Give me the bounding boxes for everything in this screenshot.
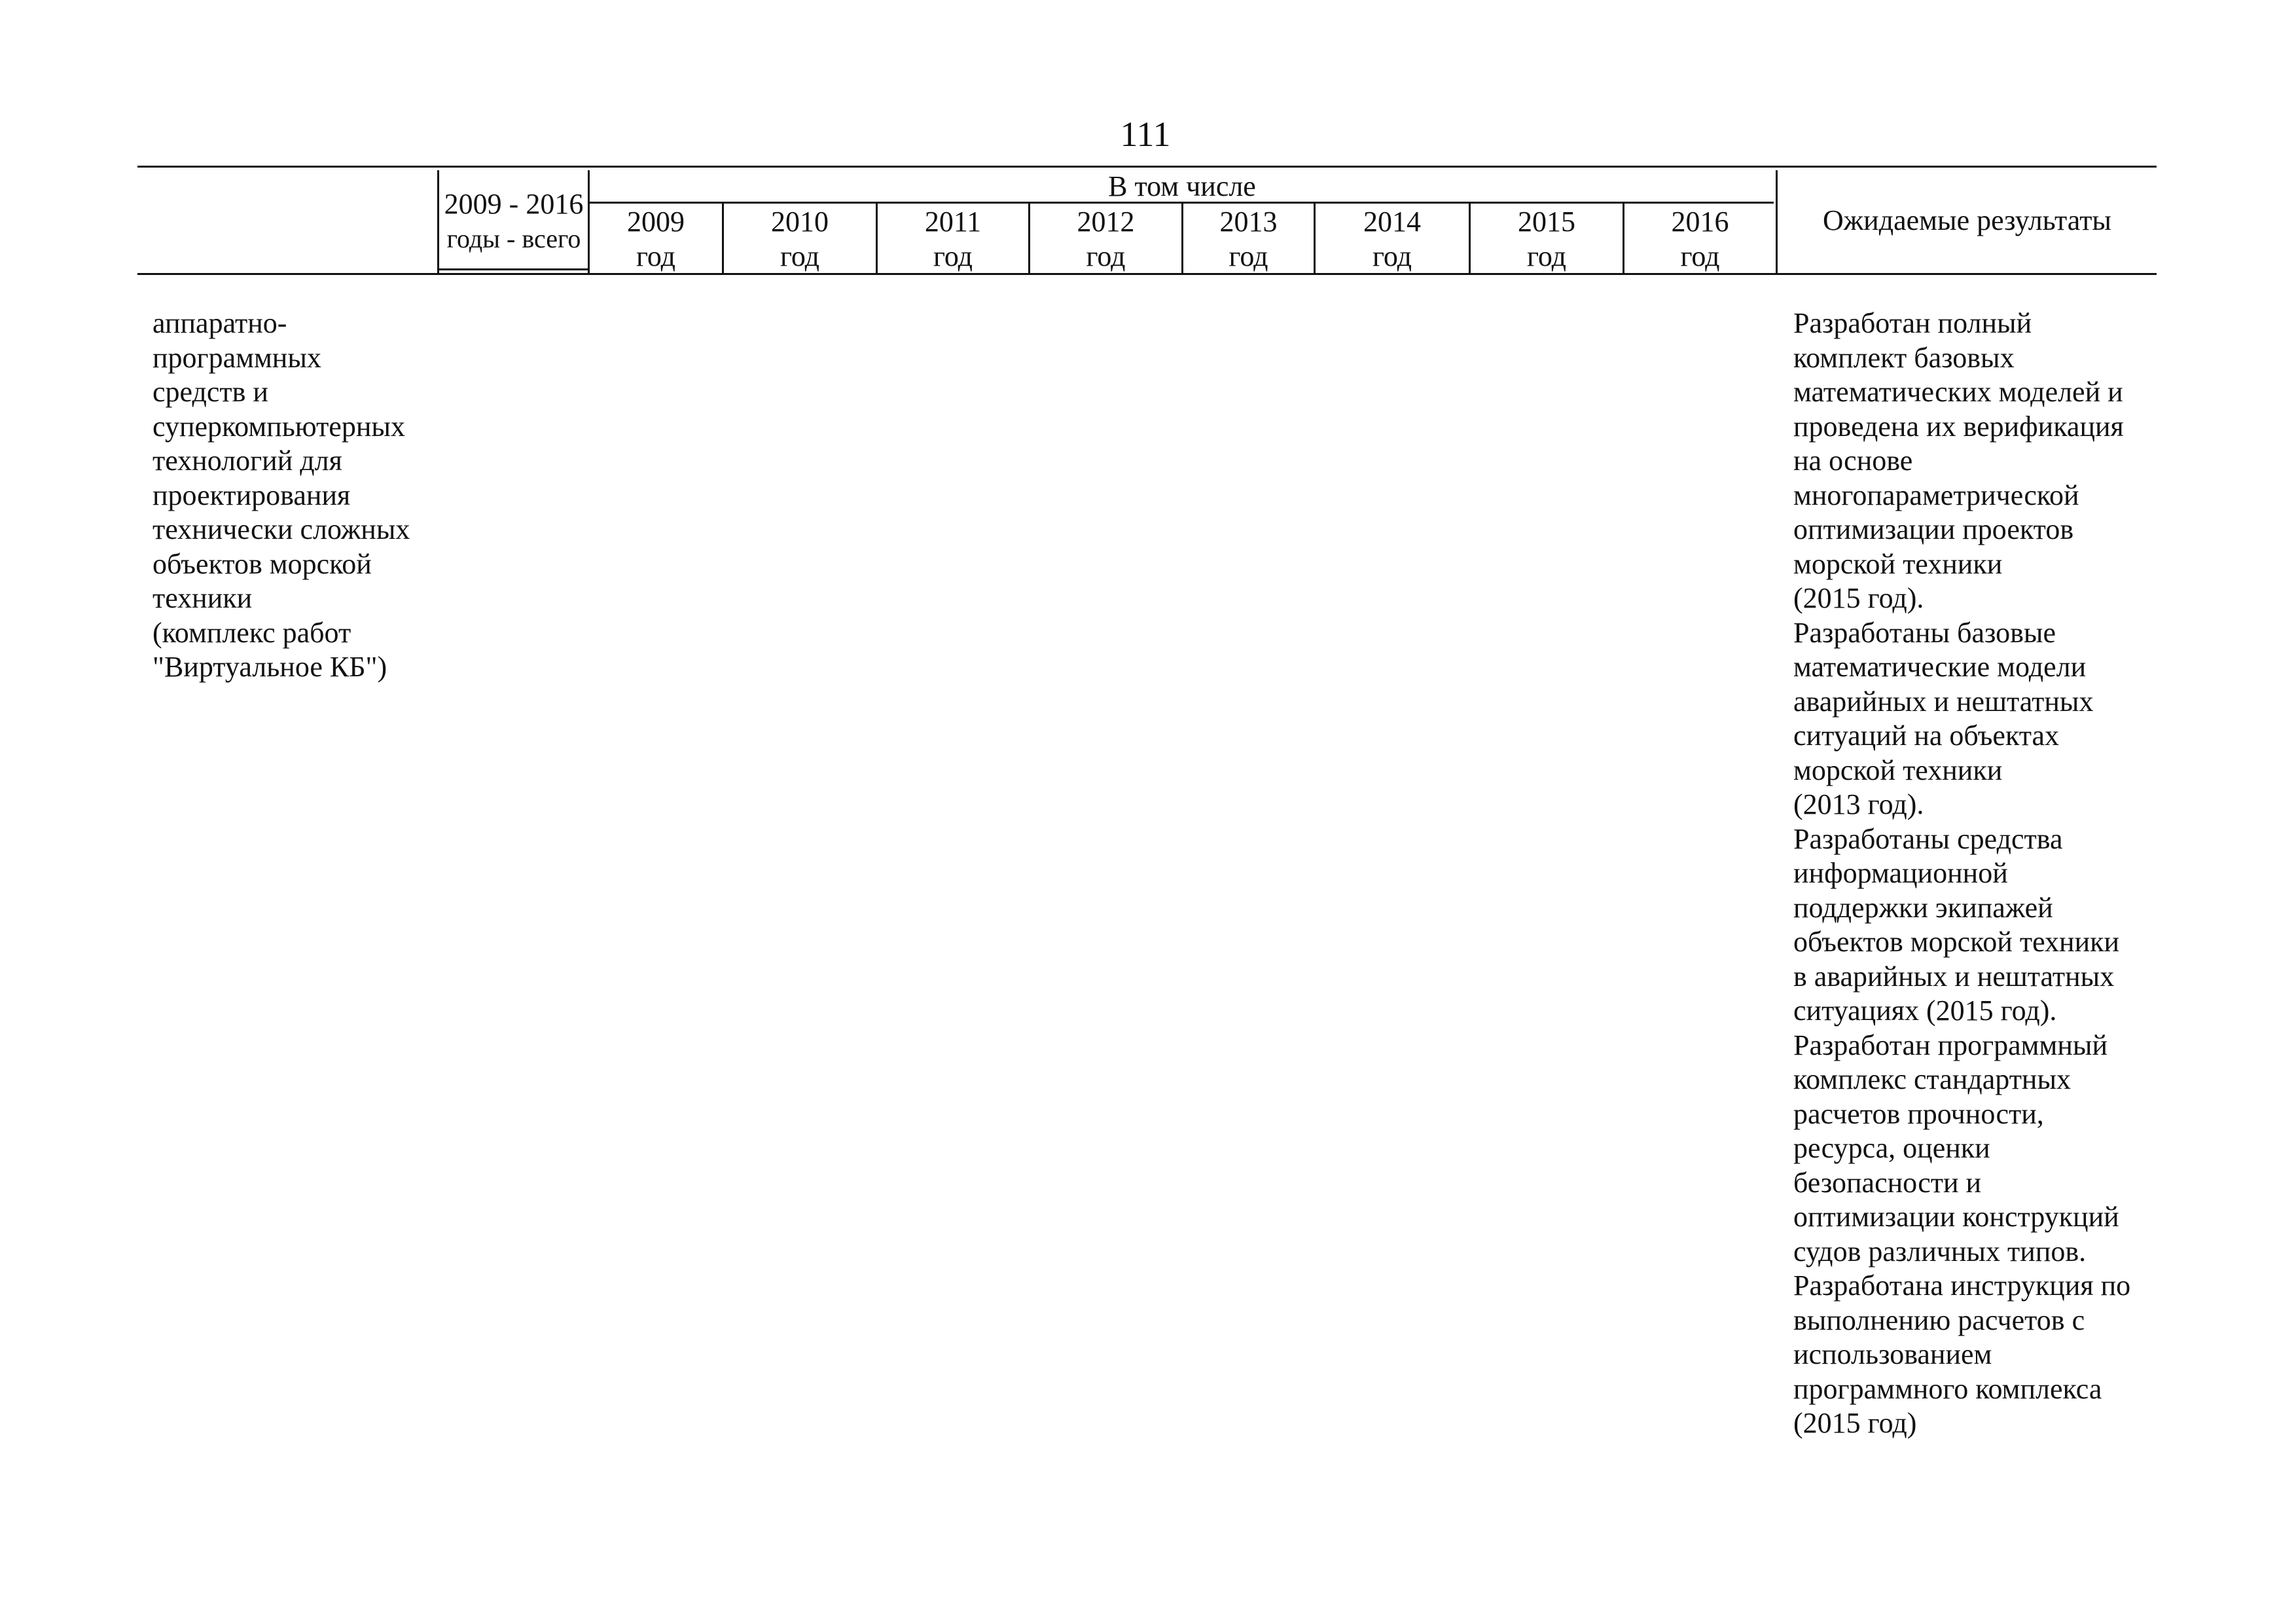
results-line: оптимизации проектов <box>1793 513 2074 545</box>
left-line: проектирования <box>152 479 351 511</box>
header-year-2014-unit: год <box>1372 240 1412 272</box>
left-line: аппаратно- <box>152 307 287 339</box>
results-line: расчетов прочности, <box>1793 1097 2044 1130</box>
header-year-2013-unit: год <box>1229 240 1268 272</box>
page-number: 111 <box>1120 115 1171 154</box>
left-line: технически сложных <box>152 513 410 545</box>
results-line: математические модели <box>1793 651 2087 683</box>
results-line: ситуациях (2015 год). <box>1793 994 2057 1027</box>
results-line: ситуаций на объектах <box>1793 720 2060 752</box>
header-year-2009: 2009 <box>627 206 685 238</box>
left-line: "Виртуальное КБ") <box>152 651 387 683</box>
results-line: комплект базовых <box>1793 341 2015 374</box>
results-line: математических моделей и <box>1793 376 2123 408</box>
results-line: безопасности и <box>1793 1166 1982 1199</box>
left-line: (комплекс работ <box>152 616 351 649</box>
results-line: (2015 год). <box>1793 582 1924 614</box>
left-line: программных <box>152 341 321 374</box>
left-line: объектов морской <box>152 547 372 580</box>
header-total-line1: 2009 - 2016 <box>444 188 584 220</box>
left-line: средств и <box>152 376 268 408</box>
header-year-2010-unit: год <box>780 240 820 272</box>
header-year-2016: 2016 <box>1671 206 1729 238</box>
header-results: Ожидаемые результаты <box>1823 204 2111 236</box>
results-line: оптимизации конструкций <box>1793 1201 2119 1233</box>
results-line: программного комплекса <box>1793 1372 2102 1405</box>
results-line: на основе <box>1793 445 1913 477</box>
results-line: в аварийных и нештатных <box>1793 960 2115 993</box>
results-line: выполнению расчетов с <box>1793 1304 2085 1336</box>
header-year-2015-unit: год <box>1526 240 1567 272</box>
results-line: аварийных и нештатных <box>1793 685 2094 718</box>
results-line: (2015 год) <box>1793 1407 1917 1439</box>
results-line: проведена их верификация <box>1793 410 2124 443</box>
header-year-2013: 2013 <box>1219 206 1278 238</box>
results-line: Разработаны средства <box>1793 822 2063 855</box>
results-line: Разработан полный <box>1793 307 2032 339</box>
header-year-2016-unit: год <box>1680 240 1720 272</box>
header-year-2009-unit: год <box>636 240 676 272</box>
header-year-2015: 2015 <box>1518 206 1575 238</box>
results-line: информационной <box>1793 857 2008 889</box>
header-year-2010: 2010 <box>771 206 829 238</box>
results-line: поддержки экипажей <box>1793 891 2053 924</box>
results-line: комплекс стандартных <box>1793 1063 2072 1095</box>
results-line: (2013 год). <box>1793 788 1924 820</box>
left-column-text <box>152 306 410 685</box>
left-line: технологий для <box>152 445 342 477</box>
header-year-2012: 2012 <box>1077 206 1135 238</box>
header-total-underline <box>437 268 589 270</box>
results-line: судов различных типов. <box>1793 1235 2087 1267</box>
header-year-2011: 2011 <box>924 206 982 238</box>
header-total-line2: годы - всего <box>446 224 581 253</box>
col-rule-total-left <box>437 170 439 274</box>
results-line: объектов морской техники <box>1793 926 2120 958</box>
results-line: морской техники <box>1793 547 2003 580</box>
results-line: Разработана инструкция по <box>1793 1269 2131 1302</box>
results-line: использованием <box>1793 1338 1992 1370</box>
results-line: Разработаны базовые <box>1793 616 2056 649</box>
header-year-2014: 2014 <box>1363 206 1421 238</box>
results-line: морской техники <box>1793 754 2003 786</box>
header-year-2012-unit: год <box>1086 240 1126 272</box>
results-line: ресурса, оценки <box>1793 1132 1990 1164</box>
header-group-label: В том числе <box>1108 170 1256 202</box>
results-line: многопараметрической <box>1793 479 2079 511</box>
header-top-rule <box>137 166 2157 168</box>
results-line: Разработан программный <box>1793 1029 2108 1061</box>
left-line: суперкомпьютерных <box>152 410 405 443</box>
header-year-2011-unit: год <box>933 240 973 272</box>
left-line: техники <box>152 582 253 614</box>
results-column-text <box>1793 306 2130 1441</box>
